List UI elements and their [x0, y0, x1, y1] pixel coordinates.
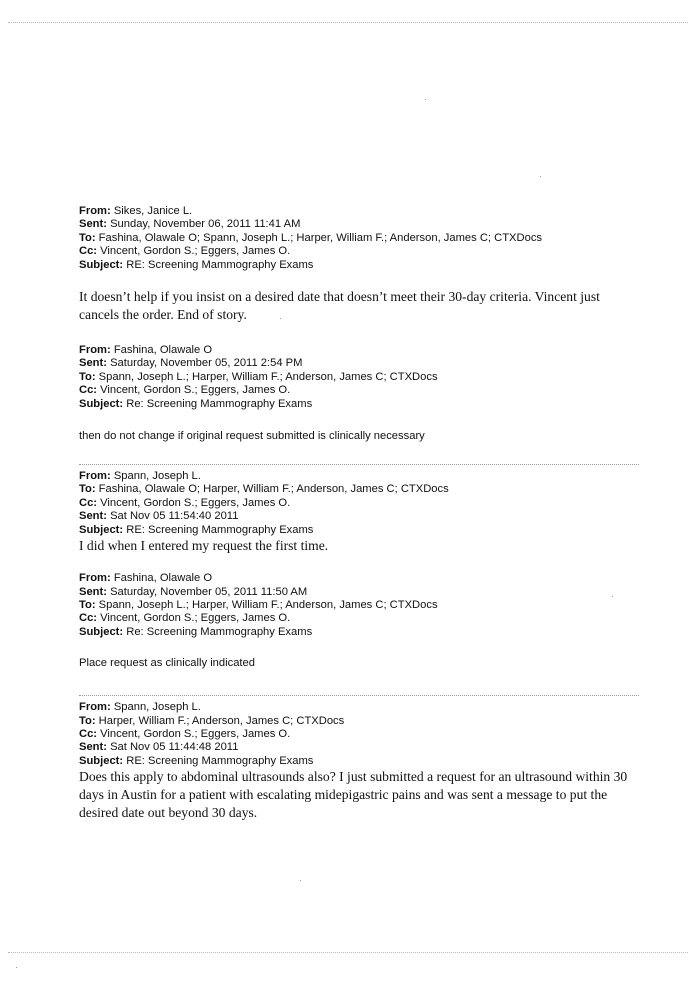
to-line — [79, 483, 659, 496]
email-message — [79, 470, 659, 555]
to-line — [79, 232, 659, 245]
cc-line — [79, 245, 659, 258]
cc-line — [79, 612, 659, 625]
scan-artifact-bottom — [8, 952, 688, 953]
message-body: then do not change if original request submitted is clinically necessary — [79, 430, 425, 443]
cc-label: Cc: — [79, 384, 98, 397]
to-value: Fashina, Olawale O; Spann, Joseph L.; Harper, William F.; Anderson, James C; CTXDocs — [98, 231, 543, 244]
sent-label: Sent: — [79, 510, 107, 523]
sent-line — [79, 218, 659, 231]
to-label: To: — [79, 370, 96, 383]
subject-line — [79, 398, 659, 411]
sent-label: Sent: — [79, 585, 107, 598]
sent-value: Sat Nov 05 11:54:40 2011 — [110, 510, 239, 523]
message-separator — [79, 695, 639, 696]
sent-value: Sat Nov 05 11:44:48 2011 — [110, 741, 239, 754]
to-label: To: — [79, 231, 96, 244]
subject-line — [79, 755, 659, 768]
subject-line — [79, 259, 659, 272]
from-line — [79, 205, 659, 218]
from-label: From: — [79, 470, 111, 483]
scan-speck — [300, 880, 301, 881]
message-body: It doesn’t help if you insist on a desired date that doesn’t meet their 30-day criteria. Vincent just cancels the order. End of story. — [79, 289, 600, 323]
from-line — [79, 701, 659, 714]
cc-line — [79, 384, 659, 397]
scan-artifact-top — [8, 22, 688, 23]
to-line — [79, 371, 659, 384]
cc-value: Vincent, Gordon S.; Eggers, James O. — [100, 727, 291, 740]
to-line — [79, 715, 659, 728]
sent-value: Sunday, November 06, 2011 11:41 AM — [110, 218, 301, 231]
cc-value: Vincent, Gordon S.; Eggers, James O. — [100, 612, 291, 625]
from-value: Spann, Joseph L. — [113, 701, 201, 714]
sent-label: Sent: — [79, 218, 107, 231]
subject-value: RE: Screening Mammography Exams — [126, 754, 314, 767]
message-body: Does this apply to abdominal ultrasounds also? I just submitted a request for an ultrasound within 30 days in Austin for a patient with escalating midepigastric pains and was sent a message to put the desired date out beyond 30 days. — [79, 769, 628, 821]
sent-line — [79, 741, 659, 754]
sent-line — [79, 586, 659, 599]
to-label: To: — [79, 598, 96, 611]
cc-line — [79, 497, 659, 510]
to-value: Spann, Joseph L.; Harper, William F.; Anderson, James C; CTXDocs — [98, 370, 438, 383]
cc-value: Vincent, Gordon S.; Eggers, James O. — [100, 384, 291, 397]
email-message — [79, 701, 659, 822]
subject-value: Re: Screening Mammography Exams — [126, 625, 313, 638]
cc-value: Vincent, Gordon S.; Eggers, James O. — [100, 496, 291, 509]
subject-value: Re: Screening Mammography Exams — [126, 397, 313, 410]
cc-label: Cc: — [79, 612, 98, 625]
from-value: Fashina, Olawale O — [113, 572, 213, 585]
from-label: From: — [79, 572, 111, 585]
message-body: I did when I entered my request the first time. — [79, 538, 329, 554]
sent-label: Sent: — [79, 741, 107, 754]
subject-line — [79, 626, 659, 639]
cc-label: Cc: — [79, 245, 98, 258]
subject-label: Subject: — [79, 523, 124, 536]
scan-speck — [16, 967, 17, 968]
subject-value: RE: Screening Mammography Exams — [126, 523, 314, 536]
to-value: Spann, Joseph L.; Harper, William F.; Anderson, James C; CTXDocs — [98, 598, 438, 611]
message-separator — [79, 464, 639, 465]
subject-value: RE: Screening Mammography Exams — [126, 258, 314, 271]
scan-speck — [425, 99, 426, 100]
message-body: Place request as clinically indicated — [79, 657, 255, 670]
to-label: To: — [79, 714, 96, 727]
to-label: To: — [79, 483, 96, 496]
from-line — [79, 470, 659, 483]
subject-label: Subject: — [79, 397, 124, 410]
email-message — [79, 205, 659, 324]
cc-label: Cc: — [79, 496, 98, 509]
sent-value: Saturday, November 05, 2011 11:50 AM — [110, 585, 308, 598]
sent-line — [79, 357, 659, 370]
subject-label: Subject: — [79, 258, 124, 271]
from-label: From: — [79, 205, 111, 217]
from-value: Fashina, Olawale O — [113, 344, 213, 357]
subject-label: Subject: — [79, 754, 124, 767]
cc-label: Cc: — [79, 727, 98, 740]
from-label: From: — [79, 701, 111, 714]
subject-label: Subject: — [79, 625, 124, 638]
from-value: Sikes, Janice L. — [113, 205, 193, 217]
cc-line — [79, 728, 659, 741]
email-thread — [79, 205, 659, 822]
from-value: Spann, Joseph L. — [113, 470, 201, 483]
scan-speck — [540, 176, 541, 177]
sent-line — [79, 510, 659, 523]
email-message — [79, 344, 659, 443]
email-message — [79, 572, 659, 670]
to-line — [79, 599, 659, 612]
cc-value: Vincent, Gordon S.; Eggers, James O. — [100, 245, 291, 258]
sent-label: Sent: — [79, 357, 107, 370]
to-value: Harper, William F.; Anderson, James C; CTXDocs — [98, 714, 345, 727]
from-line — [79, 572, 659, 585]
from-label: From: — [79, 344, 111, 357]
from-line — [79, 344, 659, 357]
to-value: Fashina, Olawale O; Harper, William F.; Anderson, James C; CTXDocs — [98, 483, 449, 496]
subject-line — [79, 524, 659, 537]
sent-value: Saturday, November 05, 2011 2:54 PM — [110, 357, 303, 370]
